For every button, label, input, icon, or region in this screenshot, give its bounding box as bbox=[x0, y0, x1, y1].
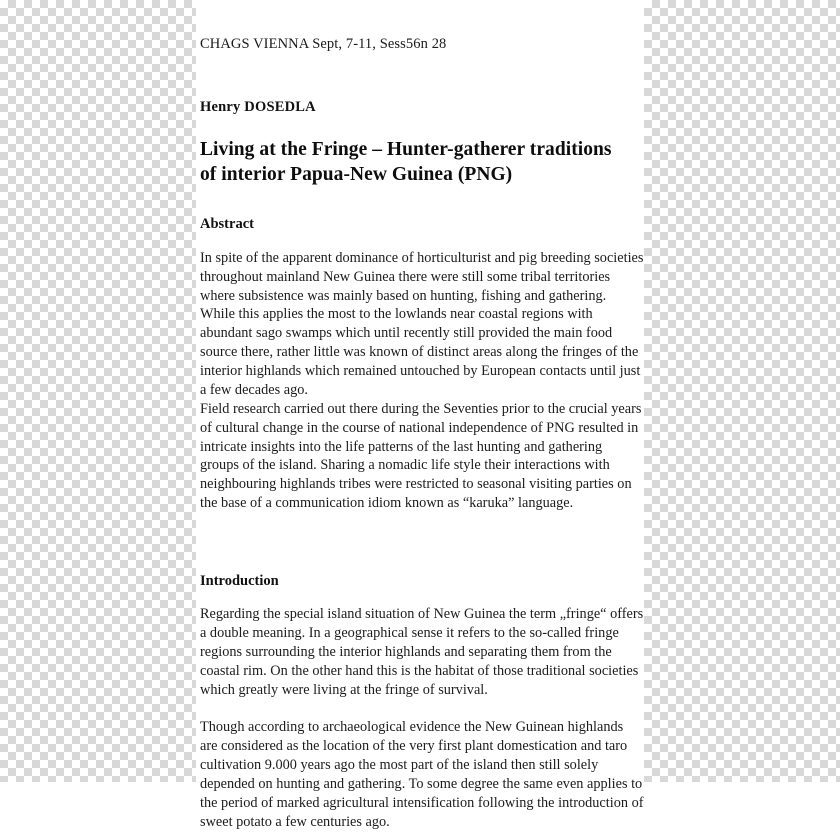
running-header: CHAGS VIENNA Sept, 7-11, Sess56n 28 bbox=[200, 36, 447, 52]
abstract-heading: Abstract bbox=[200, 215, 254, 232]
title-line-1: Living at the Fringe – Hunter-gatherer traditions bbox=[200, 139, 612, 160]
introduction-paragraph: Though according to archaeological evidence the New Guinean highlands are considered as the location of the very first plant domestication and taro cultivation 9.000 years ago the most part of the island then still solely depended on hunting and gathering. To some degree the same even applies to the period of marked agricultural intensification following the introduction of sweet potato a few centuries ago. bbox=[200, 718, 644, 830]
introduction-heading: Introduction bbox=[200, 572, 279, 589]
page-title bbox=[200, 138, 644, 188]
abstract-body bbox=[200, 249, 644, 513]
abstract-paragraph: While this applies the most to the lowlands near coastal regions with abundant sago swamps which until recently still provided the main food source there, rather little was known of distinct areas along the fringes of the interior highlands which remained untouched by European contacts until just a few decades ago. bbox=[200, 306, 641, 398]
author-name: Henry DOSEDLA bbox=[200, 99, 316, 115]
introduction-paragraph: Regarding the special island situation of New Guinea the term „fringe“ offers a double meaning. In a geographical sense it refers to the so-called fringe regions surrounding the interior highlands and separating them from the coastal rim. On the other hand this is the habitat of those traditional societies which greatly were living at the fringe of survival. bbox=[200, 605, 644, 698]
abstract-paragraph: In spite of the apparent dominance of horticulturist and pig breeding societies throughout mainland New Guinea there were still some tribal territories where subsistence was mainly based on hunting, fishing and gathering. bbox=[200, 249, 644, 304]
title-line-2: of interior Papua-New Guinea (PNG) bbox=[200, 163, 513, 185]
abstract-paragraph: Field research carried out there during the Seventies prior to the crucial years of cultural change in the course of national independence of PNG resulted in intricate insights into the life patterns of the last hunting and gathering groups of the island. Sharing a nomadic life style their interactions with neighbouring highlands tribes were restricted to seasonal visiting parties on the base of a communication idiom known as “karuka” language. bbox=[200, 400, 642, 512]
